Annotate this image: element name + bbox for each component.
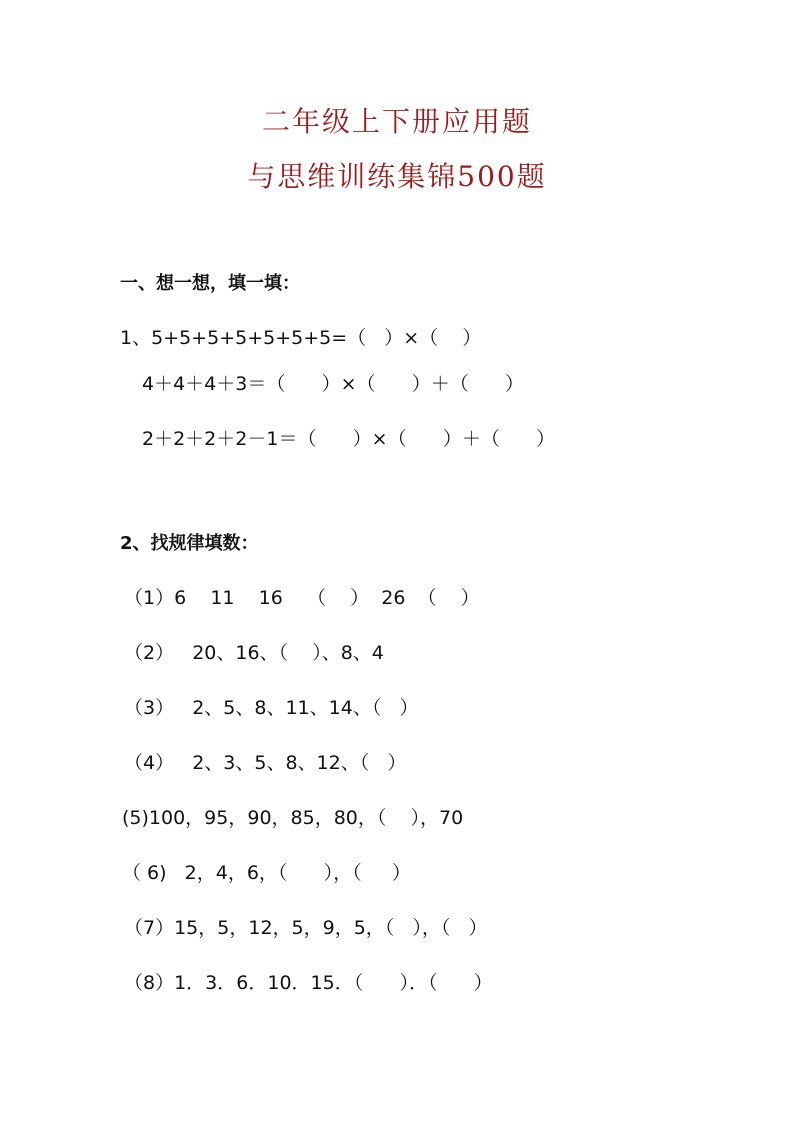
question-1-line-3: 2＋2＋2＋2－1＝（ ）×（ ）＋（ ） [142,428,556,450]
document-title-line-1: 二年级上下册应用题 [261,105,532,138]
sequence-item-1: （1）6 11 16 （ ） 26 （ ） [124,587,480,609]
sequence-item-7: （7）15，5，12，5，9，5，（ ），（ ） [124,917,488,939]
sequence-item-4: （4） 2、3、5、8、12、（ ） [124,752,407,774]
question-1-line-1: 1、5+5+5+5+5+5+5=（ ）×（ ） [120,327,482,349]
sequence-item-6: （ 6) 2，4，6，（ ），（ ） [122,862,411,884]
sequence-item-3: （3） 2、5、8、11、14、（ ） [124,697,419,719]
document-title-line-2: 与思维训练集锦500题 [247,160,547,193]
section-1-heading: 一、想一想，填一填： [120,273,300,294]
sequence-item-5: (5)100，95，90，85，80，（ ），70 [122,807,464,829]
question-1-line-2: 4＋4＋4＋3＝（ ）×（ ）＋（ ） [142,373,524,395]
sequence-item-2: （2） 20、16、（ ）、8、4 [124,642,384,664]
sequence-item-8: （8）1．3．6．10．15．（ ）．（ ） [124,972,493,994]
section-2-heading: 2、找规律填数： [120,533,259,554]
